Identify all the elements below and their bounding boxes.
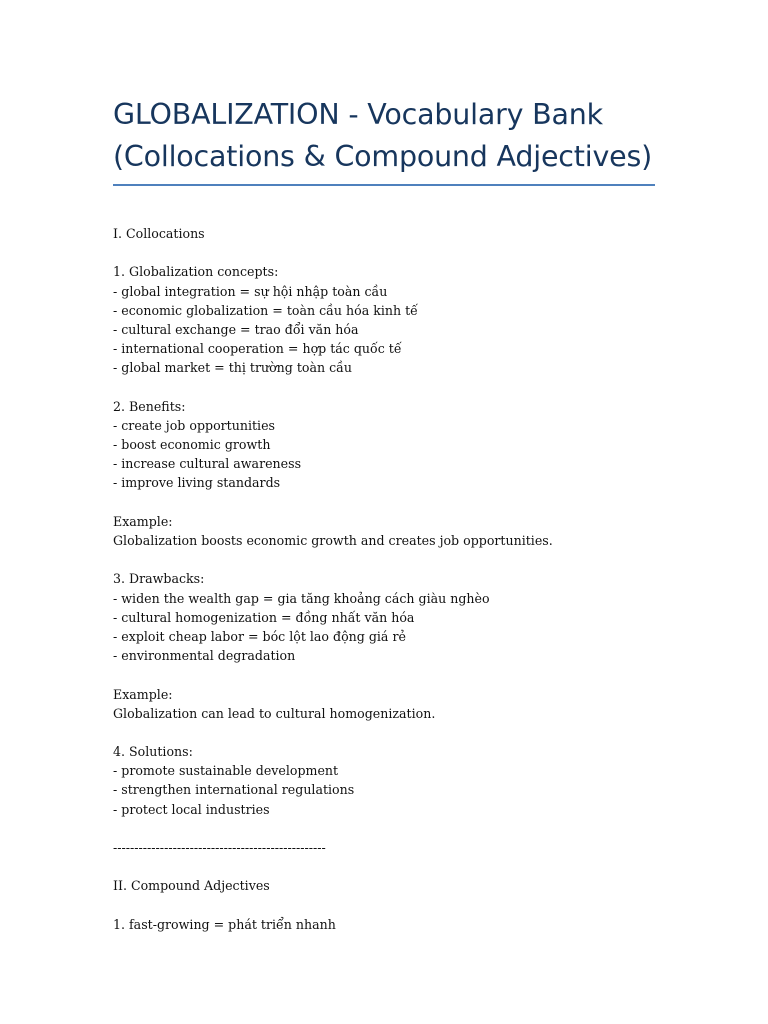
list-item: - environmental degradation bbox=[113, 648, 296, 664]
section-heading-collocations: I. Collocations bbox=[113, 226, 205, 241]
list-item: - promote sustainable development bbox=[113, 763, 339, 779]
list-item: - protect local industries bbox=[113, 801, 270, 817]
section-heading-compound-adjectives: II. Compound Adjectives bbox=[113, 878, 270, 894]
list-item: - boost economic growth bbox=[113, 437, 271, 453]
title-line-2: (Collocations & Compound Adjectives) bbox=[113, 140, 653, 173]
list-item: - international cooperation = hợp tác quốc tế bbox=[113, 341, 402, 357]
blank-line bbox=[113, 493, 673, 512]
section-separator: -------------------------------------------------- bbox=[113, 840, 326, 855]
list-item: - economic globalization = toàn cầu hóa kinh tế bbox=[113, 302, 418, 318]
title-underline bbox=[113, 184, 655, 186]
blank-line bbox=[113, 550, 673, 569]
example-sentence: Globalization can lead to cultural homogenization. bbox=[113, 705, 436, 721]
list-item: - increase cultural awareness bbox=[113, 456, 302, 472]
subheading-benefits: 2. Benefits: bbox=[113, 398, 186, 414]
blank-line bbox=[113, 665, 673, 684]
list-item: - exploit cheap labor = bóc lột lao động giá rẻ bbox=[113, 628, 406, 644]
list-item: - cultural exchange = trao đổi văn hóa bbox=[113, 321, 359, 337]
subheading-concepts: 1. Globalization concepts: bbox=[113, 264, 279, 280]
blank-line bbox=[113, 723, 673, 742]
list-item: - global integration = sự hội nhập toàn cầu bbox=[113, 283, 388, 299]
blank-line bbox=[113, 857, 673, 876]
example-sentence: Globalization boosts economic growth and creates job opportunities. bbox=[113, 533, 553, 548]
list-item: 1. fast-growing = phát triển nhanh bbox=[113, 916, 336, 932]
example-label: Example: bbox=[113, 513, 173, 529]
blank-line bbox=[113, 378, 673, 397]
blank-line bbox=[113, 819, 673, 838]
blank-line bbox=[113, 243, 673, 262]
list-item: - widen the wealth gap = gia tăng khoảng cách giàu nghèo bbox=[113, 590, 490, 606]
subheading-solutions: 4. Solutions: bbox=[113, 744, 193, 760]
title-line-1: GLOBALIZATION - Vocabulary Bank bbox=[113, 98, 603, 131]
list-item: - cultural homogenization = đồng nhất văn hóa bbox=[113, 609, 415, 625]
subheading-drawbacks: 3. Drawbacks: bbox=[113, 571, 205, 587]
list-item: - create job opportunities bbox=[113, 417, 275, 433]
document-body bbox=[113, 224, 673, 934]
list-item: - global market = thị trường toàn cầu bbox=[113, 360, 353, 376]
example-label: Example: bbox=[113, 686, 173, 702]
document-title bbox=[113, 0, 673, 178]
list-item: - strengthen international regulations bbox=[113, 782, 355, 798]
list-item: - improve living standards bbox=[113, 475, 281, 491]
document-page bbox=[113, 0, 673, 934]
blank-line bbox=[113, 896, 673, 915]
